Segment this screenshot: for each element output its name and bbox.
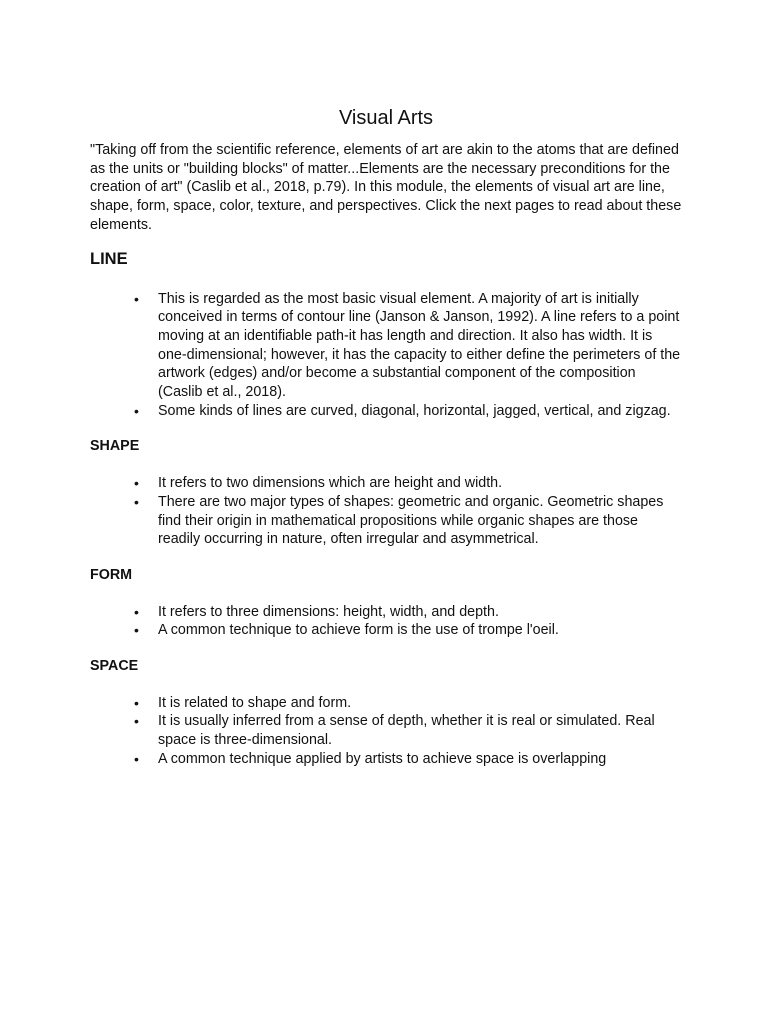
bullet-icon: • xyxy=(134,713,139,730)
list-item-text: This is regarded as the most basic visual element. A majority of art is initially conceived in terms of contour line (Janson & Janson, 1992). A line refers to a point moving at an identifiable path-it has length and direction. It also has width. It is one-dimensional; however, it has the capacity to either define the perimeters of the artwork (edges) and/or become a substantial component of the composition (Caslib et al., 2018). xyxy=(158,290,681,401)
document-body xyxy=(90,104,682,769)
list-item xyxy=(90,603,682,622)
list-item xyxy=(90,750,682,769)
list-item xyxy=(90,290,682,402)
section-heading-shape: SHAPE xyxy=(90,438,140,455)
list-item-text: There are two major types of shapes: geometric and organic. Geometric shapes find their origin in mathematical propositions while organic shapes are those readily occurring in nature, often irregular and asymmetrical. xyxy=(158,493,664,548)
list-item xyxy=(90,712,682,749)
list-item-text: It refers to three dimensions: height, width, and depth. xyxy=(158,603,499,620)
section-heading-space: SPACE xyxy=(90,658,139,675)
form-bullet-list xyxy=(90,603,682,640)
line-bullet-list xyxy=(90,290,682,421)
list-item-text: It refers to two dimensions which are height and width. xyxy=(158,475,503,492)
bullet-icon: • xyxy=(134,290,139,307)
intro-paragraph: "Taking off from the scientific reference, elements of art are akin to the atoms that are defined as the units or "building blocks" of matter...Elements are the necessary preconditions for the creation of art" (Caslib et al., 2018, p.79). In this module, the elements of visual art are line, shape, form, space, color, texture, and perspectives. Click the next pages to read about these elements. xyxy=(90,142,682,233)
list-item xyxy=(90,493,682,549)
bullet-icon: • xyxy=(134,475,139,492)
section-heading-line: LINE xyxy=(90,249,128,268)
space-bullet-list xyxy=(90,694,682,769)
list-item-text: A common technique to achieve form is the use of trompe l'oeil. xyxy=(158,622,559,639)
section-heading-form: FORM xyxy=(90,566,133,583)
list-item xyxy=(90,694,682,713)
list-item xyxy=(90,621,682,640)
bullet-icon: • xyxy=(134,493,139,510)
document-title: Visual Arts xyxy=(338,107,434,129)
bullet-icon: • xyxy=(134,603,139,620)
list-item-text: Some kinds of lines are curved, diagonal, horizontal, jagged, vertical, and zigzag. xyxy=(158,402,671,419)
list-item xyxy=(90,402,682,421)
list-item xyxy=(90,474,682,493)
shape-bullet-list xyxy=(90,474,682,549)
bullet-icon: • xyxy=(134,750,139,767)
bullet-icon: • xyxy=(134,402,139,419)
list-item-text: It is related to shape and form. xyxy=(158,694,352,711)
list-item-text: A common technique applied by artists to achieve space is overlapping xyxy=(158,750,607,767)
list-item-text: It is usually inferred from a sense of depth, whether it is real or simulated. Real space is three-dimensional. xyxy=(158,713,655,749)
bullet-icon: • xyxy=(134,622,139,639)
bullet-icon: • xyxy=(134,694,139,711)
